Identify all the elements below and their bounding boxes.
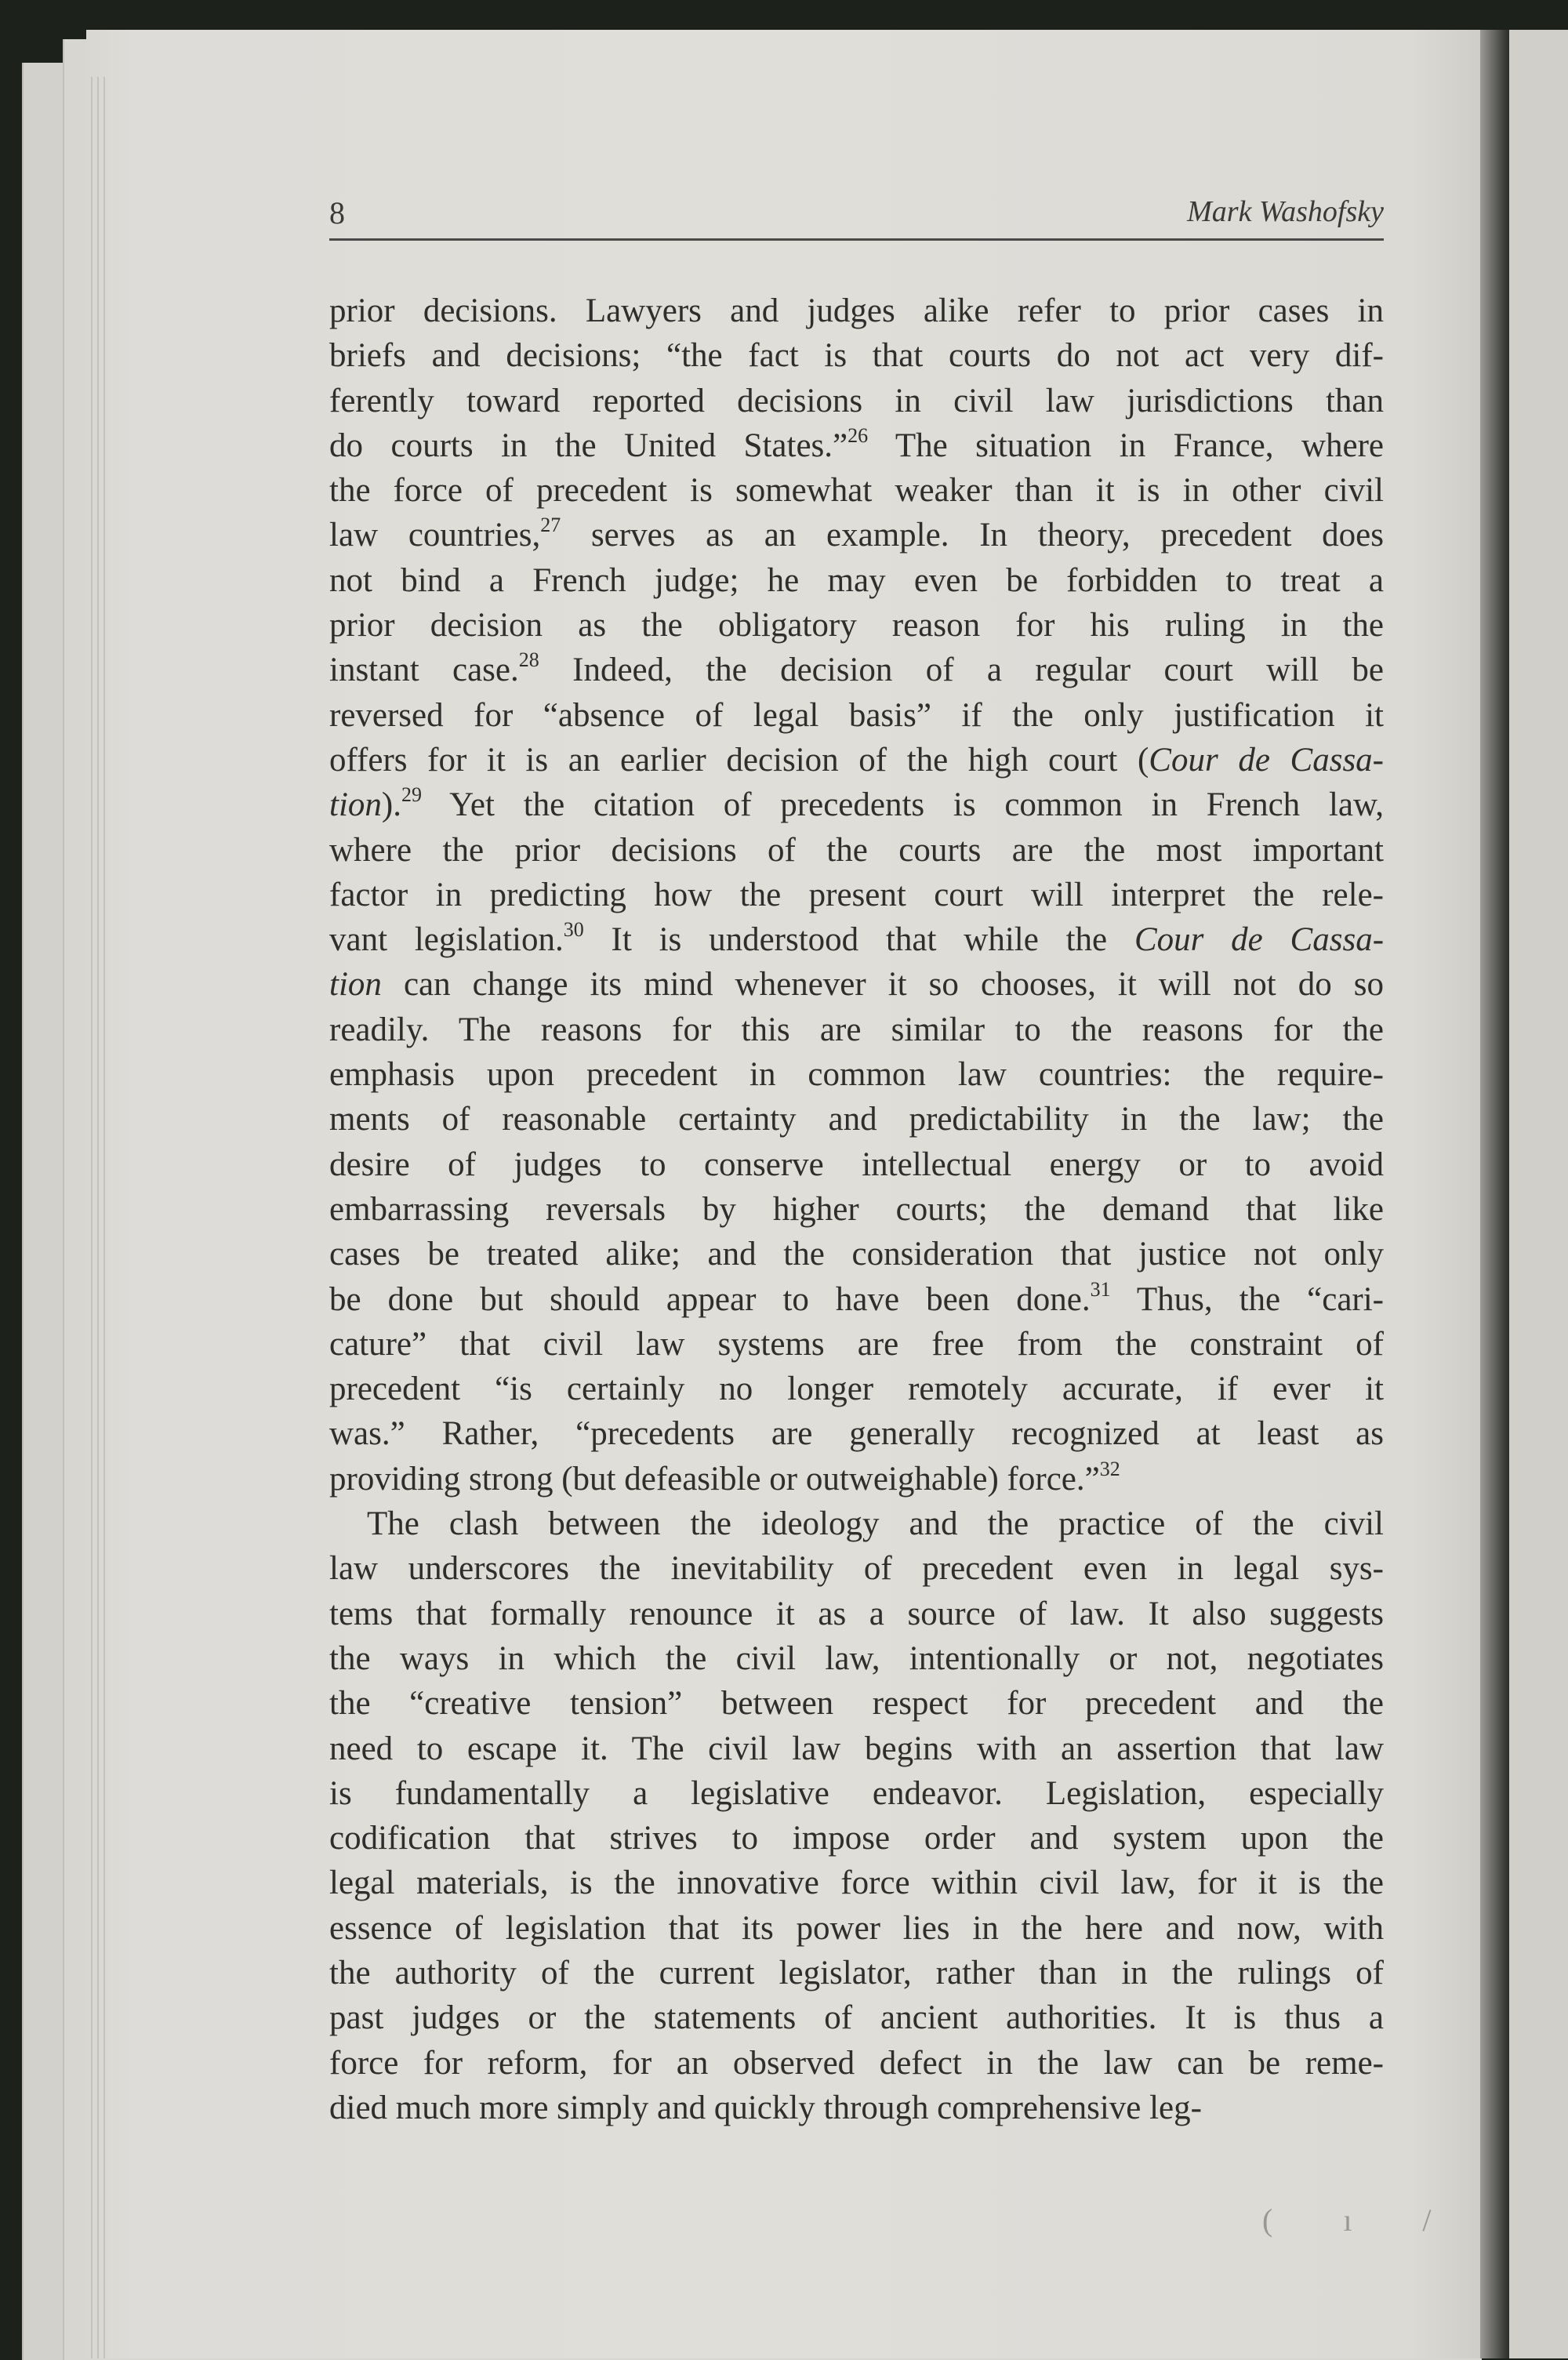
text-span: tems that formally renounce it as a source of law. It also suggests	[329, 1595, 1384, 1632]
footnote-ref: 27	[540, 514, 561, 537]
text-span: providing strong (but defeasible or outweighable) force.”	[329, 1460, 1100, 1498]
text-line	[329, 1546, 1384, 1591]
text-line	[329, 828, 1384, 873]
text-line	[329, 333, 1384, 378]
text-span: Yet the citation of precedents is common in French law,	[421, 786, 1384, 824]
text-span: was.” Rather, “precedents are generally recognized at least as	[329, 1415, 1384, 1453]
text-line	[329, 468, 1384, 513]
text-span: the force of precedent is somewhat weaker than it is in other civil	[329, 472, 1384, 510]
text-span: codification that strives to impose order and system upon the	[329, 1820, 1384, 1857]
body-text	[329, 289, 1384, 2130]
text-span: vant legislation.	[329, 921, 564, 959]
page-edge-line	[97, 77, 99, 2358]
text-span: desire of judges to conserve intellectual energy or to avoid	[329, 1146, 1384, 1183]
page-marks: ( ı /	[1262, 2202, 1463, 2238]
text-span: Indeed, the decision of a regular court will be	[539, 652, 1385, 689]
paragraph	[329, 289, 1384, 1501]
text-line	[329, 1726, 1384, 1771]
paragraph	[329, 1501, 1384, 2130]
text-line	[329, 1771, 1384, 1816]
text-line	[329, 1636, 1384, 1681]
text-line	[329, 1322, 1384, 1367]
text-span: serves as an example. In theory, precedent does	[561, 517, 1384, 554]
text-span: ments of reasonable certainty and predictability in the law; the	[329, 1101, 1384, 1138]
page-number: 8	[329, 195, 345, 231]
text-span: cases be treated alike; and the consideration that justice not only	[329, 1236, 1384, 1273]
text-line	[329, 738, 1384, 782]
text-line	[329, 1187, 1384, 1232]
text-span: died much more simply and quickly through comprehensive leg-	[329, 2089, 1202, 2126]
text-line	[329, 1861, 1384, 1905]
text-span: offers for it is an earlier decision of the high court (	[329, 741, 1149, 779]
text-span: emphasis upon precedent in common law countries: the require-	[329, 1056, 1384, 1094]
footnote-ref: 26	[848, 423, 869, 447]
text-span: not bind a French judge; he may even be forbidden to treat a	[329, 561, 1384, 599]
text-line	[329, 873, 1384, 917]
text-line	[329, 1142, 1384, 1187]
text-span: prior decisions. Lawyers and judges alike refer to prior cases in	[329, 292, 1384, 329]
running-head-author: Mark Washofsky	[1187, 195, 1384, 228]
text-line	[329, 1681, 1384, 1726]
text-span: The situation in France, where	[868, 427, 1384, 464]
text-line	[329, 1008, 1384, 1052]
text-span: law underscores the inevitability of precedent even in legal sys-	[329, 1550, 1384, 1588]
running-head	[329, 194, 1384, 241]
page-edge-line	[103, 77, 105, 2358]
text-span: briefs and decisions; “the fact is that courts do not act very dif-	[329, 337, 1384, 375]
text-span: embarrassing reversals by higher courts; the demand that like	[329, 1190, 1384, 1228]
text-line	[329, 1367, 1384, 1411]
text-span: where the prior decisions of the courts are the most important	[329, 831, 1384, 869]
text-line	[329, 2086, 1384, 2130]
text-span: law countries,	[329, 517, 541, 554]
text-line	[329, 1951, 1384, 1995]
text-line	[329, 962, 1384, 1007]
page-edge-line	[91, 77, 93, 2358]
text-line	[329, 1816, 1384, 1861]
text-line	[329, 1906, 1384, 1951]
text-span: force for reform, for an observed defect in the law can be reme-	[329, 2044, 1384, 2082]
text-line	[329, 1232, 1384, 1276]
text-span: the authority of the current legislator, rather than in the rulings of	[329, 1954, 1384, 1991]
text-span: legal materials, is the innovative force within civil law, for it is the	[329, 1864, 1384, 1902]
text-span: Thus, the “cari-	[1110, 1280, 1384, 1318]
text-span: ferently toward reported decisions in civil law jurisdictions than	[329, 382, 1384, 419]
text-span: precedent “is certainly no longer remotely accurate, if ever it	[329, 1371, 1384, 1408]
text-line	[329, 693, 1384, 738]
text-span: the “creative tension” between respect for precedent and the	[329, 1685, 1384, 1723]
text-line	[329, 2041, 1384, 2086]
italic-text: Cour de Cassa-	[1149, 741, 1385, 779]
text-line	[329, 917, 1384, 962]
text-span: prior decision as the obligatory reason for his ruling in the	[329, 607, 1384, 644]
text-line	[329, 289, 1384, 333]
text-span: The clash between the ideology and the practice of the civil	[367, 1505, 1384, 1543]
text-line	[329, 379, 1384, 423]
text-line	[329, 1457, 1384, 1501]
italic-text: tion	[329, 786, 382, 824]
text-span: the ways in which the civil law, intentionally or not, negotiates	[329, 1639, 1384, 1677]
text-line	[329, 1592, 1384, 1636]
footnote-ref: 29	[401, 783, 422, 807]
text-line	[329, 1995, 1384, 2040]
text-span: need to escape it. The civil law begins with an assertion that law	[329, 1730, 1384, 1767]
italic-text: Cour de Cassa-	[1134, 921, 1385, 959]
text-line	[329, 423, 1384, 468]
text-span: readily. The reasons for this are similar to the reasons for the	[329, 1011, 1384, 1048]
text-span: do courts in the United States.”	[329, 427, 848, 464]
text-span: ).	[381, 786, 401, 824]
text-line	[329, 1097, 1384, 1142]
italic-text: tion	[329, 966, 382, 1004]
text-span: instant case.	[329, 652, 519, 689]
footnote-ref: 28	[518, 648, 539, 672]
text-line	[329, 782, 1384, 827]
book-gutter	[1480, 30, 1509, 2358]
text-span: be done but should appear to have been done.	[329, 1280, 1091, 1318]
text-line	[329, 603, 1384, 648]
text-span: can change its mind whenever it so chooses, it will not do so	[381, 966, 1384, 1004]
text-line	[329, 513, 1384, 557]
text-line	[329, 1052, 1384, 1097]
footnote-ref: 32	[1099, 1457, 1120, 1480]
text-line	[329, 1501, 1384, 1546]
footnote-ref: 30	[563, 918, 584, 942]
text-line	[329, 1411, 1384, 1456]
footnote-ref: 31	[1090, 1277, 1111, 1301]
text-span: is fundamentally a legislative endeavor. Legislation, especially	[329, 1774, 1384, 1812]
text-line	[329, 558, 1384, 603]
text-span: past judges or the statements of ancient authorities. It is thus a	[329, 1999, 1384, 2037]
text-span: factor in predicting how the present court will interpret the rele-	[329, 876, 1384, 913]
facing-page-edge	[1509, 30, 1568, 2358]
text-span: reversed for “absence of legal basis” if the only justification it	[329, 696, 1384, 734]
text-line	[329, 648, 1384, 692]
text-span: cature” that civil law systems are free from the constraint of	[329, 1325, 1384, 1363]
text-span: essence of legislation that its power lies in the here and now, with	[329, 1909, 1384, 1947]
text-line	[329, 1277, 1384, 1322]
text-span: It is understood that while the	[583, 921, 1134, 959]
